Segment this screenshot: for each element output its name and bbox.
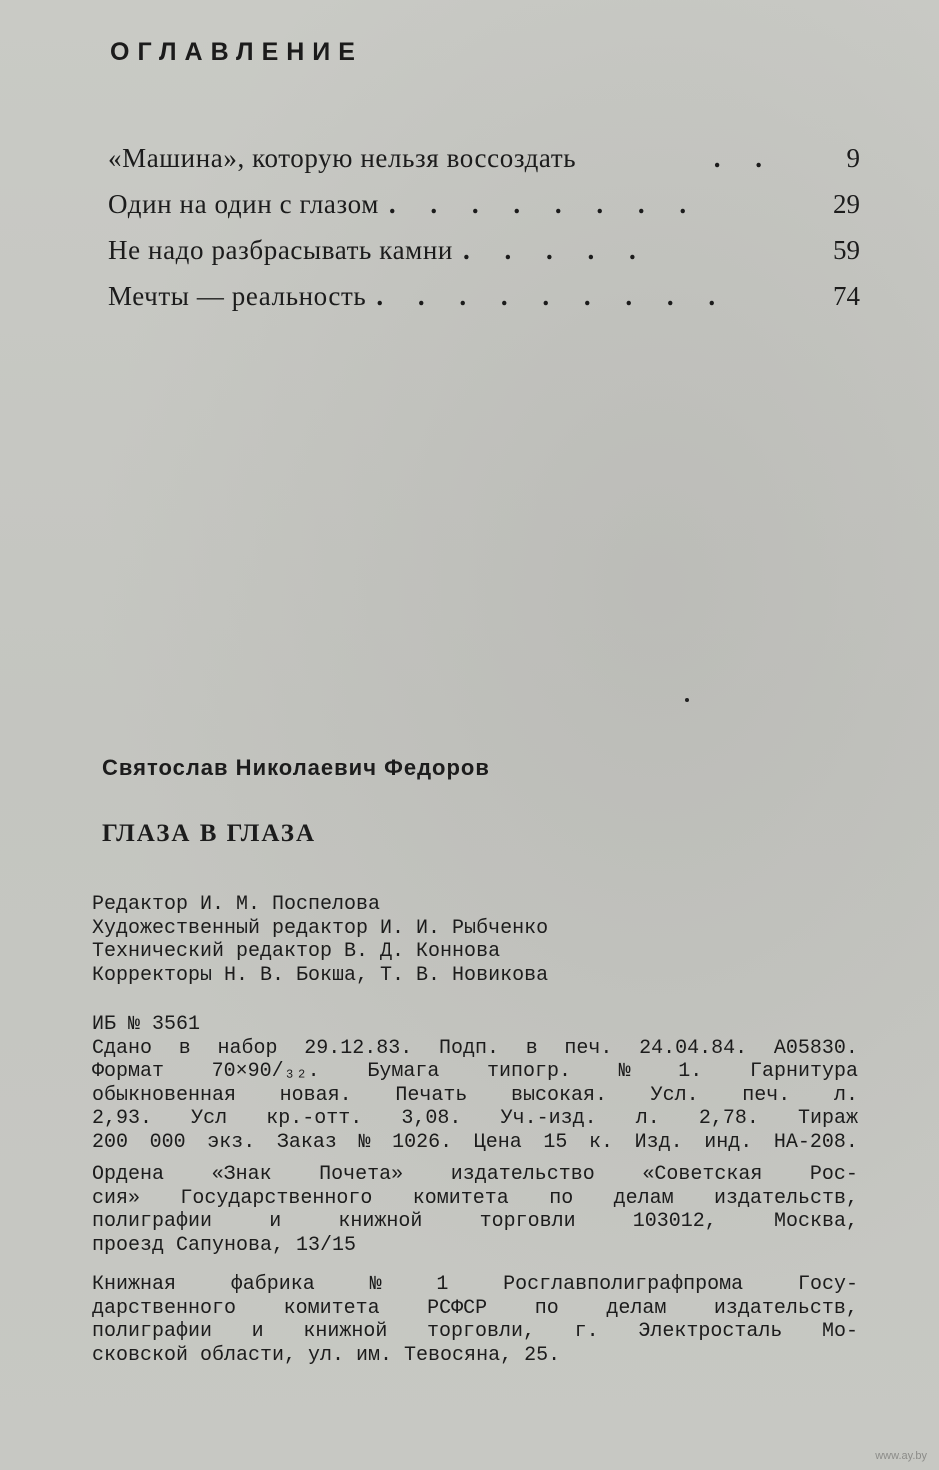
word: комитета (412, 1186, 509, 1210)
word: 200 (92, 1130, 129, 1154)
toc-entry-leader: . . . . . (462, 235, 650, 265)
word: делам (606, 1296, 667, 1320)
word: делам (613, 1186, 674, 1210)
word: в (525, 1036, 538, 1060)
publisher-line (92, 1210, 858, 1234)
word: 000 (149, 1130, 186, 1154)
printer-line (92, 1320, 858, 1344)
word: комитета (283, 1296, 380, 1320)
toc-entry-page: 74 (833, 281, 860, 311)
word: 29.12.83. (304, 1036, 413, 1060)
imprint-line (92, 1131, 858, 1155)
word: обыкновенная (92, 1083, 237, 1107)
word: 2,93. (92, 1107, 153, 1130)
word: полиграфии (92, 1320, 213, 1343)
word: к. (589, 1130, 614, 1154)
imprint-line (92, 1060, 858, 1084)
word: печ. (742, 1083, 791, 1107)
word: Цена (473, 1130, 522, 1154)
print-speck (685, 698, 689, 702)
word: Печать (395, 1083, 468, 1107)
publisher-block (92, 1163, 858, 1257)
word: издательств, (713, 1186, 858, 1210)
word: книжной (303, 1320, 388, 1343)
toc-entry-page: 9 (846, 143, 860, 173)
word: 103012, (632, 1210, 717, 1233)
word: Заказ (276, 1130, 337, 1154)
word: Электросталь (638, 1320, 783, 1343)
word: Книжная (92, 1273, 177, 1296)
word: Усл (191, 1107, 228, 1130)
word: Бумага (367, 1060, 440, 1083)
word: Тираж (797, 1107, 858, 1130)
toc-entry (108, 186, 860, 232)
toc-list (108, 140, 860, 324)
toc-entry-title: Один на один с глазом (108, 189, 379, 219)
author-name: Святослав Николаевич Федоров (102, 755, 490, 780)
word: № (618, 1060, 631, 1083)
printer-line (92, 1297, 858, 1321)
word: «Знак (211, 1163, 272, 1186)
word: высокая. (510, 1083, 607, 1107)
word: Госу- (797, 1273, 858, 1296)
word: 70×90/₃₂. (211, 1060, 320, 1083)
toc-entry-leader: . . . . . . . . . (376, 281, 730, 311)
imprint-line: ИБ № 3561 (92, 1013, 201, 1036)
word: л. (635, 1107, 660, 1130)
credits-line: Редактор И. М. Поспелова (92, 893, 381, 916)
word: 3,08. (401, 1107, 462, 1130)
printer-line: сковской области, ул. им. Тевосяна, 25. (92, 1343, 561, 1367)
word: в (178, 1036, 191, 1060)
publisher-line: проезд Сапунова, 13/15 (92, 1233, 357, 1257)
word: 15 (543, 1130, 568, 1154)
word: «Советская (642, 1163, 763, 1186)
word: новая. (279, 1083, 352, 1107)
credits-line: Корректоры Н. В. Бокша, Т. В. Новикова (92, 963, 549, 987)
word: по (534, 1296, 559, 1320)
printer-block (92, 1273, 858, 1367)
word: РСФСР (427, 1296, 488, 1320)
word: № (358, 1130, 371, 1154)
toc-entry-title: Не надо разбрасывать камни (108, 235, 453, 265)
word: Рос- (809, 1163, 858, 1186)
word: Ордена (92, 1163, 165, 1186)
word: № (369, 1273, 382, 1296)
word: и (251, 1320, 264, 1343)
word: 1. (678, 1060, 703, 1083)
word: и (269, 1210, 282, 1233)
word: торговли, (426, 1320, 536, 1343)
word: Гарнитура (749, 1060, 858, 1083)
credits-line: Технический редактор В. Д. Коннова (92, 940, 501, 963)
word: Формат (92, 1060, 165, 1083)
word: Сдано (92, 1036, 153, 1060)
imprint-line (92, 1037, 858, 1061)
word: Росглавполиграфпрома (503, 1273, 744, 1296)
toc-entry-title: «Машина», которую нельзя воссоздать (108, 143, 577, 173)
word: Изд. (634, 1130, 683, 1154)
word: по (549, 1186, 574, 1210)
toc-entry-page: 29 (833, 189, 860, 219)
word: торговли (479, 1210, 576, 1233)
toc-entry-title: Мечты — реальность (108, 281, 367, 311)
imprint-block (92, 1013, 858, 1154)
toc-entry (108, 140, 860, 186)
word: издательство (450, 1163, 595, 1186)
word: А05830. (773, 1036, 858, 1060)
word: г. (574, 1320, 599, 1343)
imprint-line (92, 1084, 858, 1108)
word: дарственного (92, 1296, 237, 1320)
publisher-line (92, 1163, 858, 1187)
toc-heading: ОГЛАВЛЕНИЕ (110, 38, 363, 66)
word: издательств, (713, 1296, 858, 1320)
word: фабрика (230, 1273, 315, 1296)
word: типогр. (486, 1060, 571, 1083)
imprint-line (92, 1107, 858, 1131)
word: Государственного (180, 1186, 373, 1210)
word: Подп. (438, 1036, 499, 1060)
credits-block (92, 893, 858, 987)
word: кр.-отт. (266, 1107, 363, 1130)
word: книжной (338, 1210, 423, 1233)
word: Уч.-изд. (500, 1107, 597, 1130)
word: 2,78. (698, 1107, 759, 1130)
toc-entry-leader: . . (713, 143, 776, 173)
printer-line (92, 1273, 858, 1297)
word: сия» (92, 1186, 141, 1210)
word: полиграфии (92, 1210, 213, 1233)
word: экз. (207, 1130, 256, 1154)
word: Почета» (319, 1163, 404, 1186)
credits-line: Художественный редактор И. И. Рыбченко (92, 916, 549, 940)
word: печ. (564, 1036, 613, 1060)
word: НА-208. (773, 1130, 858, 1154)
word: инд. (704, 1130, 753, 1154)
publisher-line (92, 1187, 858, 1211)
word: Москва, (773, 1210, 858, 1233)
book-title: ГЛАЗА В ГЛАЗА (102, 820, 317, 847)
word: Усл. (650, 1083, 699, 1107)
watermark: www.ay.by (875, 1450, 927, 1462)
word: Мо- (821, 1320, 858, 1343)
word: набор (217, 1036, 278, 1060)
toc-entry (108, 232, 860, 278)
toc-entry-page: 59 (833, 235, 860, 265)
word: л. (833, 1083, 858, 1107)
word: 24.04.84. (639, 1036, 748, 1060)
toc-entry (108, 278, 860, 324)
word: 1 (436, 1273, 449, 1296)
toc-entry-leader: . . . . . . . . (388, 189, 701, 219)
word: 1026. (392, 1130, 453, 1154)
